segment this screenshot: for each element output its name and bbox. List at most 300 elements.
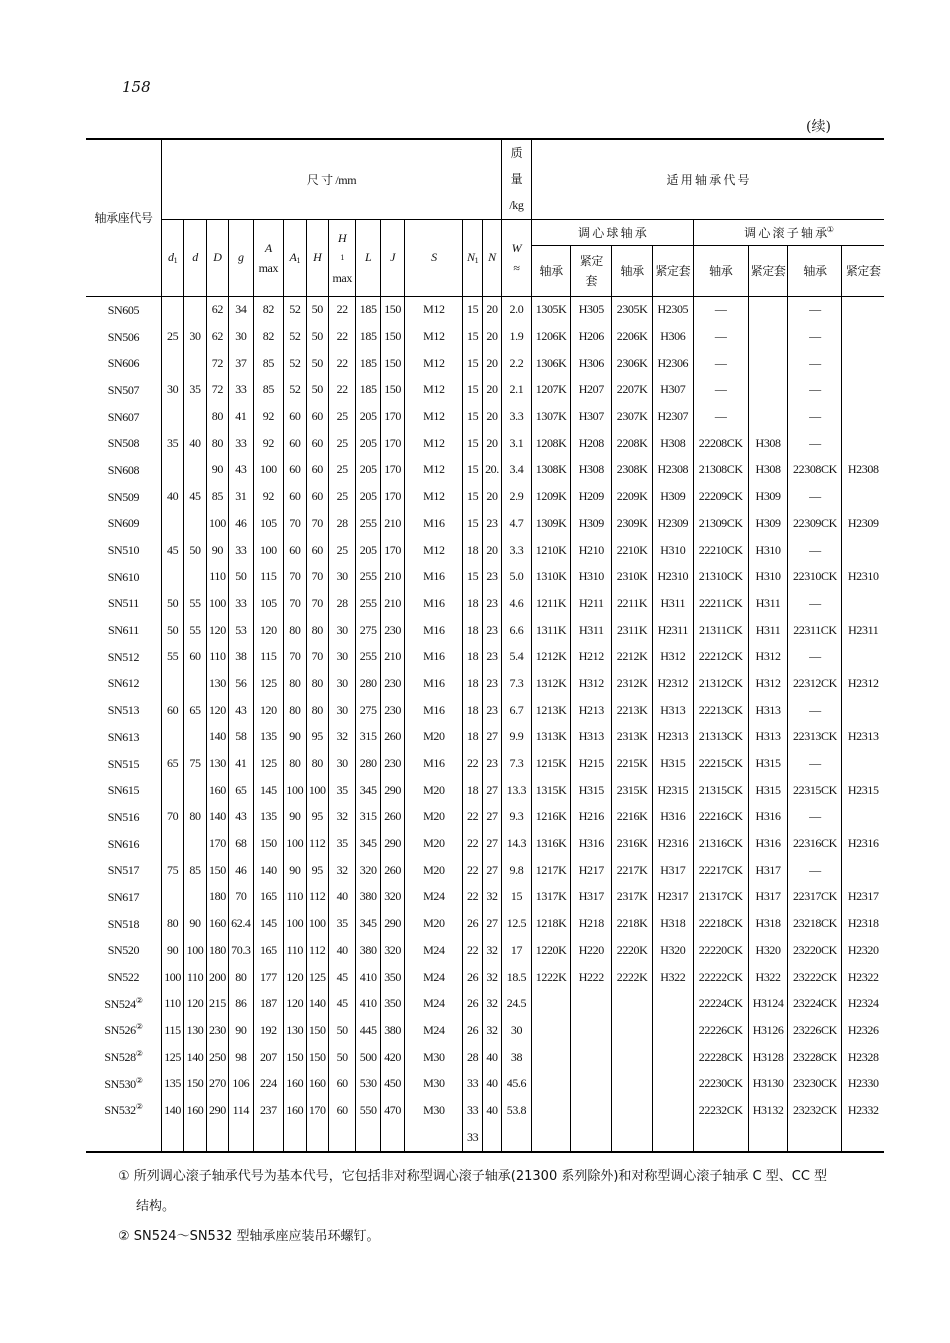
- table-cell: 22316CK: [788, 830, 842, 857]
- table-cell: 21310CK: [693, 563, 748, 590]
- housing-model-cell: SN608: [107, 462, 140, 477]
- table-cell: 2.9: [502, 483, 532, 510]
- table-cell: 45: [184, 483, 206, 510]
- header-S: S: [405, 219, 463, 296]
- table-cell: H2324: [842, 990, 884, 1017]
- table-cell: 31: [229, 483, 253, 510]
- table-cell: 1210K: [531, 537, 571, 564]
- table-cell: [748, 1124, 788, 1152]
- table-cell: 90: [206, 537, 228, 564]
- table-row: [86, 643, 884, 670]
- table-cell: M12: [405, 430, 463, 457]
- table-cell: [571, 990, 612, 1017]
- table-cell: [571, 1017, 612, 1044]
- table-cell: 26: [463, 1017, 482, 1044]
- table-cell: 135: [253, 804, 284, 831]
- table-cell: [284, 1124, 306, 1152]
- table-cell: 35: [161, 430, 183, 457]
- housing-model-cell: SN532②: [104, 1102, 143, 1118]
- table-cell: H217: [571, 857, 612, 884]
- table-cell: 92: [253, 483, 284, 510]
- header-roller-brg-1: 轴承: [693, 245, 748, 296]
- table-cell: 3.3: [502, 403, 532, 430]
- header-N: N: [482, 219, 501, 296]
- table-cell: H306: [652, 323, 693, 350]
- table-cell: 140: [206, 724, 228, 751]
- table-cell: 315: [356, 804, 380, 831]
- table-cell: M12: [405, 350, 463, 377]
- table-cell: 2.0: [502, 296, 532, 323]
- table-cell: 22220CK: [693, 937, 748, 964]
- table-cell: 32: [482, 990, 501, 1017]
- table-cell: H315: [748, 750, 788, 777]
- table-cell: 1316K: [531, 830, 571, 857]
- table-cell: [531, 1070, 571, 1097]
- table-cell: 345: [356, 777, 380, 804]
- table-cell: H212: [571, 643, 612, 670]
- table-cell: —: [788, 377, 842, 404]
- table-cell: 22218CK: [693, 910, 748, 937]
- header-H: H: [306, 219, 328, 296]
- table-cell: 58: [229, 724, 253, 751]
- table-cell: 50: [328, 1017, 356, 1044]
- table-cell: 130: [206, 670, 228, 697]
- table-cell: 22208CK: [693, 430, 748, 457]
- table-cell: [328, 1124, 356, 1152]
- table-cell: 160: [284, 1097, 306, 1124]
- table-cell: 21312CK: [693, 670, 748, 697]
- table-cell: 32: [482, 1017, 501, 1044]
- table-cell: 32: [328, 724, 356, 751]
- table-cell: 21308CK: [693, 457, 748, 484]
- table-cell: 5.4: [502, 643, 532, 670]
- table-cell: 1305K: [531, 296, 571, 323]
- table-cell: 32: [482, 937, 501, 964]
- table-cell: H315: [571, 777, 612, 804]
- table-cell: 18: [463, 537, 482, 564]
- table-cell: 22315CK: [788, 777, 842, 804]
- table-cell: H311: [652, 590, 693, 617]
- table-cell: —: [693, 350, 748, 377]
- footnotes: [118, 1162, 878, 1252]
- table-cell: 2312K: [612, 670, 653, 697]
- housing-model-cell: SN612: [107, 676, 140, 691]
- table-cell: 62: [206, 323, 228, 350]
- table-cell: 150: [184, 1070, 206, 1097]
- table-cell: 22215CK: [693, 750, 748, 777]
- table-row: [86, 1124, 884, 1152]
- table-cell: 2210K: [612, 537, 653, 564]
- table-cell: 100: [253, 457, 284, 484]
- table-cell: 2.1: [502, 377, 532, 404]
- table-cell: [842, 750, 884, 777]
- table-cell: H318: [652, 910, 693, 937]
- table-cell: 140: [161, 1097, 183, 1124]
- table-cell: [356, 1124, 380, 1152]
- table-cell: 21317CK: [693, 884, 748, 911]
- table-cell: H2316: [842, 830, 884, 857]
- table-cell: [612, 990, 653, 1017]
- table-cell: 21316CK: [693, 830, 748, 857]
- table-cell: M16: [405, 590, 463, 617]
- table-cell: 90: [284, 804, 306, 831]
- table-cell: 275: [356, 697, 380, 724]
- table-cell: 52: [284, 323, 306, 350]
- table-cell: —: [788, 804, 842, 831]
- continued-label: (续): [806, 119, 831, 135]
- table-cell: 90: [284, 857, 306, 884]
- table-cell: 280: [356, 750, 380, 777]
- table-cell: M20: [405, 804, 463, 831]
- table-cell: [842, 537, 884, 564]
- table-cell: [842, 350, 884, 377]
- table-cell: 75: [161, 857, 183, 884]
- table-cell: H2328: [842, 1044, 884, 1071]
- table-cell: 21313CK: [693, 724, 748, 751]
- housing-model-cell: SN508: [107, 436, 140, 451]
- table-cell: H317: [748, 884, 788, 911]
- table-cell: 255: [356, 510, 380, 537]
- table-cell: [184, 403, 206, 430]
- table-cell: 230: [380, 617, 404, 644]
- table-cell: M16: [405, 617, 463, 644]
- header-roller-group: 调 心 滚 子 轴 承①: [693, 219, 884, 245]
- header-roller-sleeve-1: 紧定套: [748, 245, 788, 296]
- table-row: [86, 750, 884, 777]
- table-cell: H316: [652, 804, 693, 831]
- table-cell: M20: [405, 857, 463, 884]
- table-cell: 38: [502, 1044, 532, 1071]
- table-cell: 210: [380, 563, 404, 590]
- table-cell: 2215K: [612, 750, 653, 777]
- table-cell: H2320: [842, 937, 884, 964]
- table-cell: M12: [405, 323, 463, 350]
- table-cell: 3.4: [502, 457, 532, 484]
- table-cell: 60: [184, 643, 206, 670]
- header-d: d: [184, 219, 206, 296]
- table-row: [86, 563, 884, 590]
- table-cell: H208: [571, 430, 612, 457]
- table-cell: M12: [405, 296, 463, 323]
- table-cell: 15: [463, 403, 482, 430]
- table-cell: 1211K: [531, 590, 571, 617]
- table-cell: 30: [184, 323, 206, 350]
- table-row: [86, 510, 884, 537]
- table-cell: 60: [284, 457, 306, 484]
- table-cell: H2306: [652, 350, 693, 377]
- table-cell: 255: [356, 643, 380, 670]
- table-cell: 55: [184, 590, 206, 617]
- table-cell: 23230CK: [788, 1070, 842, 1097]
- table-cell: 82: [253, 296, 284, 323]
- table-cell: H315: [652, 750, 693, 777]
- table-cell: 150: [380, 296, 404, 323]
- table-cell: 90: [229, 1017, 253, 1044]
- table-cell: M24: [405, 884, 463, 911]
- table-cell: —: [788, 483, 842, 510]
- table-cell: [612, 1070, 653, 1097]
- table-cell: 53.8: [502, 1097, 532, 1124]
- table-cell: H310: [748, 563, 788, 590]
- table-cell: 1313K: [531, 724, 571, 751]
- table-cell: 72: [206, 350, 228, 377]
- table-cell: M16: [405, 510, 463, 537]
- table-cell: 90: [184, 910, 206, 937]
- table-cell: 23232CK: [788, 1097, 842, 1124]
- housing-model-cell: SN611: [107, 623, 139, 638]
- table-cell: [842, 377, 884, 404]
- table-cell: [184, 670, 206, 697]
- table-cell: 35: [328, 910, 356, 937]
- table-cell: H308: [748, 430, 788, 457]
- table-row: [86, 724, 884, 751]
- table-cell: 2317K: [612, 884, 653, 911]
- table-cell: 125: [161, 1044, 183, 1071]
- table-cell: 1218K: [531, 910, 571, 937]
- table-cell: H313: [652, 697, 693, 724]
- table-cell: 60: [306, 403, 328, 430]
- housing-model-cell: SN610: [107, 569, 140, 584]
- header-A: A max: [253, 219, 284, 296]
- table-cell: 150: [380, 323, 404, 350]
- table-cell: H215: [571, 750, 612, 777]
- table-cell: H2317: [652, 884, 693, 911]
- table-cell: 80: [284, 697, 306, 724]
- table-row: [86, 617, 884, 644]
- table-cell: 40: [328, 937, 356, 964]
- table-cell: 23226CK: [788, 1017, 842, 1044]
- table-cell: 60: [284, 403, 306, 430]
- table-cell: 9.8: [502, 857, 532, 884]
- table-cell: H2317: [842, 884, 884, 911]
- footnote-mark: ②: [135, 1075, 143, 1085]
- table-cell: 80: [284, 617, 306, 644]
- footnote-mark: ②: [135, 1102, 143, 1112]
- table-cell: 290: [380, 910, 404, 937]
- table-cell: 23: [482, 617, 501, 644]
- table-cell: 100: [306, 777, 328, 804]
- table-cell: 2308K: [612, 457, 653, 484]
- table-cell: 145: [253, 910, 284, 937]
- table-cell: 15: [463, 377, 482, 404]
- table-cell: [652, 1097, 693, 1124]
- header-ball-brg-2: 轴承: [612, 245, 653, 296]
- table-cell: 6.7: [502, 697, 532, 724]
- table-row: [86, 990, 884, 1017]
- table-cell: 237: [253, 1097, 284, 1124]
- table-cell: 30: [229, 323, 253, 350]
- housing-model-cell: SN513: [107, 703, 140, 718]
- table-cell: H307: [652, 377, 693, 404]
- table-cell: —: [788, 643, 842, 670]
- housing-model-cell: SN512: [107, 649, 140, 664]
- table-cell: 60: [328, 1070, 356, 1097]
- table-cell: [842, 296, 884, 323]
- table-cell: 45: [328, 990, 356, 1017]
- table-cell: 60: [306, 457, 328, 484]
- table-cell: [842, 804, 884, 831]
- table-cell: 170: [380, 457, 404, 484]
- table-cell: 100: [284, 777, 306, 804]
- table-row: [86, 697, 884, 724]
- table-cell: 50: [306, 296, 328, 323]
- table-cell: 70: [306, 643, 328, 670]
- table-cell: H318: [748, 910, 788, 937]
- table-cell: 2306K: [612, 350, 653, 377]
- table-cell: 20: [482, 377, 501, 404]
- table-cell: 1215K: [531, 750, 571, 777]
- table-cell: [842, 697, 884, 724]
- table-cell: [161, 1124, 183, 1152]
- table-cell: 22312CK: [788, 670, 842, 697]
- table-cell: [184, 884, 206, 911]
- table-cell: M20: [405, 910, 463, 937]
- table-cell: 68: [229, 830, 253, 857]
- table-cell: H2308: [652, 457, 693, 484]
- table-cell: 22: [463, 857, 482, 884]
- table-cell: 205: [356, 483, 380, 510]
- table-cell: 62: [206, 296, 228, 323]
- table-cell: 110: [284, 884, 306, 911]
- table-cell: H211: [571, 590, 612, 617]
- table-cell: H320: [748, 937, 788, 964]
- table-cell: 40: [482, 1070, 501, 1097]
- table-cell: 165: [253, 884, 284, 911]
- table-cell: 85: [253, 377, 284, 404]
- table-cell: [748, 403, 788, 430]
- table-cell: 15: [463, 350, 482, 377]
- table-cell: H3132: [748, 1097, 788, 1124]
- table-cell: 105: [253, 590, 284, 617]
- table-cell: H218: [571, 910, 612, 937]
- table-cell: 4.7: [502, 510, 532, 537]
- table-cell: H2326: [842, 1017, 884, 1044]
- table-cell: 145: [253, 777, 284, 804]
- table-cell: 25: [328, 430, 356, 457]
- table-cell: 110: [206, 563, 228, 590]
- table-cell: H2309: [652, 510, 693, 537]
- table-cell: 50: [184, 537, 206, 564]
- table-cell: H3124: [748, 990, 788, 1017]
- table-cell: 45: [328, 964, 356, 991]
- table-cell: 100: [206, 510, 228, 537]
- table-cell: 15: [463, 510, 482, 537]
- table-cell: 260: [380, 724, 404, 751]
- table-row: [86, 670, 884, 697]
- table-cell: 120: [184, 990, 206, 1017]
- table-cell: 224: [253, 1070, 284, 1097]
- table-cell: 22211CK: [693, 590, 748, 617]
- table-cell: M16: [405, 643, 463, 670]
- table-cell: 150: [206, 857, 228, 884]
- table-cell: H2315: [842, 777, 884, 804]
- table-cell: H3128: [748, 1044, 788, 1071]
- table-cell: —: [788, 403, 842, 430]
- table-cell: 37: [229, 350, 253, 377]
- table-cell: 100: [284, 910, 306, 937]
- table-cell: 2208K: [612, 430, 653, 457]
- table-cell: 46: [229, 510, 253, 537]
- table-cell: 22209CK: [693, 483, 748, 510]
- table-cell: 92: [253, 430, 284, 457]
- table-cell: H2318: [842, 910, 884, 937]
- table-cell: 100: [284, 830, 306, 857]
- table-cell: 9.3: [502, 804, 532, 831]
- table-cell: H311: [748, 590, 788, 617]
- table-cell: 40: [482, 1097, 501, 1124]
- table-cell: 345: [356, 830, 380, 857]
- table-cell: H322: [652, 964, 693, 991]
- table-cell: 25: [161, 323, 183, 350]
- table-cell: 150: [253, 830, 284, 857]
- table-cell: H305: [571, 296, 612, 323]
- table-cell: [206, 1124, 228, 1152]
- table-cell: 5.0: [502, 563, 532, 590]
- table-row: [86, 830, 884, 857]
- table-cell: 100: [184, 937, 206, 964]
- table-cell: 40: [482, 1044, 501, 1071]
- table-cell: 2207K: [612, 377, 653, 404]
- table-cell: 23: [482, 750, 501, 777]
- table-cell: 125: [253, 750, 284, 777]
- header-ball-group: 调 心 球 轴 承: [531, 219, 693, 245]
- header-L: L: [356, 219, 380, 296]
- table-cell: 1309K: [531, 510, 571, 537]
- housing-model-cell: SN510: [107, 543, 140, 558]
- table-cell: 22: [328, 377, 356, 404]
- table-cell: 22310CK: [788, 563, 842, 590]
- table-cell: 1213K: [531, 697, 571, 724]
- table-cell: H206: [571, 323, 612, 350]
- table-cell: [161, 350, 183, 377]
- table-cell: 41: [229, 403, 253, 430]
- table-cell: 56: [229, 670, 253, 697]
- table-cell: 150: [380, 350, 404, 377]
- table-cell: 2217K: [612, 857, 653, 884]
- table-cell: 20: [482, 430, 501, 457]
- table-cell: 105: [253, 510, 284, 537]
- table-cell: 22232CK: [693, 1097, 748, 1124]
- table-row: [86, 804, 884, 831]
- table-row: [86, 350, 884, 377]
- table-cell: 110: [161, 990, 183, 1017]
- table-cell: 23: [482, 510, 501, 537]
- table-cell: H310: [571, 563, 612, 590]
- table-cell: 140: [206, 804, 228, 831]
- table-cell: 25: [328, 483, 356, 510]
- table-cell: [184, 510, 206, 537]
- table-row: [86, 884, 884, 911]
- table-cell: 50: [306, 377, 328, 404]
- table-cell: H312: [571, 670, 612, 697]
- table-cell: 40: [328, 884, 356, 911]
- table-cell: 35: [184, 377, 206, 404]
- table-cell: 1222K: [531, 964, 571, 991]
- table-cell: 260: [380, 857, 404, 884]
- table-cell: 22: [463, 830, 482, 857]
- table-cell: 50: [328, 1044, 356, 1071]
- table-cell: 2310K: [612, 563, 653, 590]
- header-bearings: 适 用 轴 承 代 号: [531, 139, 884, 219]
- table-cell: [748, 377, 788, 404]
- table-row: [86, 323, 884, 350]
- table-cell: 6.6: [502, 617, 532, 644]
- table-row: [86, 937, 884, 964]
- table-cell: 2211K: [612, 590, 653, 617]
- table-cell: H2312: [842, 670, 884, 697]
- table-cell: 65: [184, 697, 206, 724]
- table-cell: 177: [253, 964, 284, 991]
